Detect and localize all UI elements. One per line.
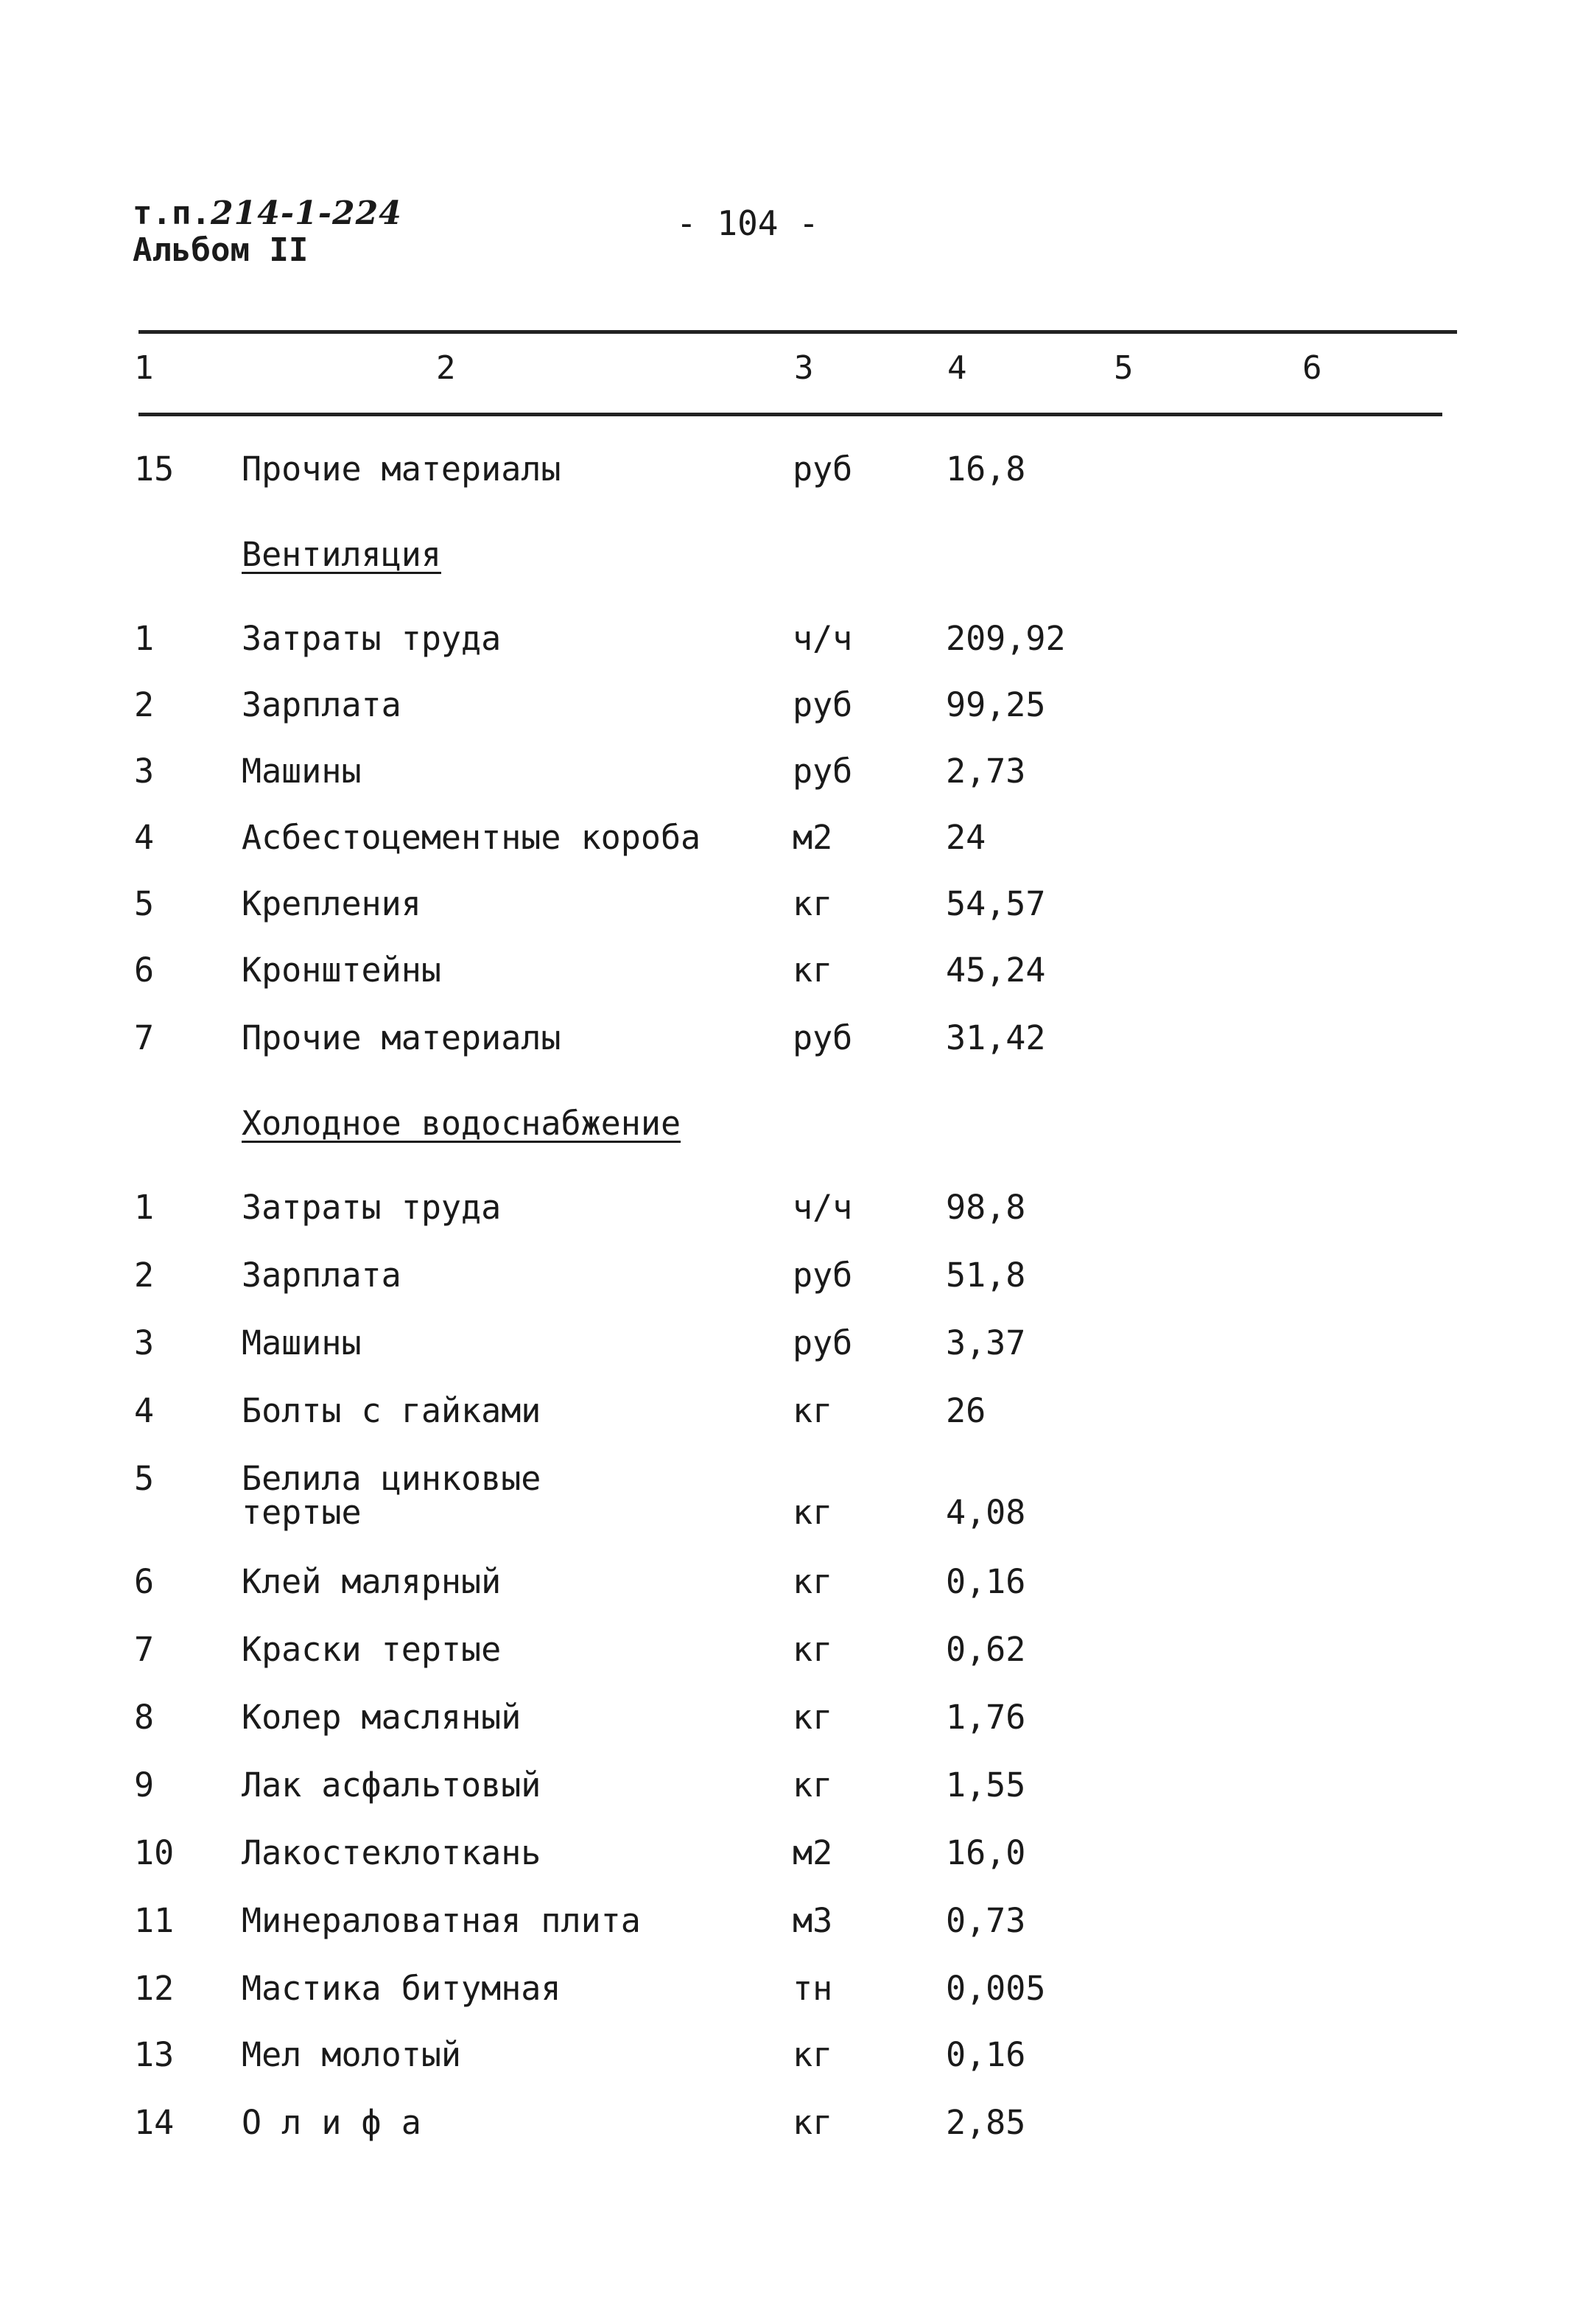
row-name	[242, 1460, 541, 1531]
row-unit: руб	[793, 1323, 853, 1362]
row-number: 14	[134, 2103, 175, 2142]
row-name: Лакостеклоткань	[242, 1833, 541, 1872]
row-quantity: 209,92	[946, 619, 1066, 658]
row-quantity: 26	[946, 1391, 986, 1430]
row-number: 15	[134, 449, 175, 489]
row-unit: тн	[793, 1969, 833, 2008]
row-unit: кг	[793, 2103, 833, 2142]
row-name: Мастика битумная	[242, 1969, 561, 2008]
table-row	[0, 2104, 1583, 2149]
row-unit: кг	[793, 1698, 833, 1737]
row-quantity: 0,16	[946, 1562, 1026, 1601]
row-number: 5	[134, 1459, 155, 1498]
row-unit: м2	[793, 818, 833, 857]
row-quantity: 99,25	[946, 685, 1046, 724]
table-row	[0, 2037, 1583, 2081]
table-row	[0, 753, 1583, 797]
row-unit: кг	[793, 1562, 833, 1601]
row-number: 9	[134, 1765, 155, 1805]
row-quantity: 3,37	[946, 1323, 1026, 1362]
table-row	[0, 451, 1583, 495]
row-number: 3	[134, 1323, 155, 1362]
row-number: 2	[134, 1256, 155, 1295]
table-top-rule	[138, 330, 1457, 334]
row-name: Краски тертые	[242, 1630, 502, 1669]
table-row	[0, 952, 1583, 996]
row-number: 1	[134, 619, 155, 658]
column-header-6: 6	[1302, 349, 1322, 387]
row-name: О л и ф а	[242, 2103, 421, 2142]
row-name: Зарплата	[242, 685, 401, 724]
column-header-4: 4	[947, 349, 967, 387]
album-label: Альбом II	[133, 231, 309, 269]
row-number: 4	[134, 818, 155, 857]
row-number: 6	[134, 1562, 155, 1601]
row-name: Асбестоцементные короба	[242, 818, 701, 857]
row-unit: кг	[793, 951, 833, 990]
row-name: Машины	[242, 752, 362, 791]
row-unit: руб	[793, 1256, 853, 1295]
table-row	[0, 1189, 1583, 1233]
project-code-handwritten: 214-1-224	[210, 195, 402, 232]
row-number: 8	[134, 1698, 155, 1737]
row-number: 4	[134, 1391, 155, 1430]
row-quantity: 4,08	[946, 1493, 1026, 1532]
section-title-cold-water: Холодное водоснабжение	[242, 1104, 681, 1143]
row-quantity: 51,8	[946, 1256, 1026, 1295]
table-row	[0, 1767, 1583, 1811]
table-row	[0, 687, 1583, 731]
row-quantity: 31,42	[946, 1018, 1046, 1057]
row-number: 13	[134, 2035, 175, 2074]
table-row	[0, 1460, 1583, 1541]
row-name: Прочие материалы	[242, 449, 561, 489]
row-quantity: 2,73	[946, 752, 1026, 791]
row-number: 7	[134, 1630, 155, 1669]
row-unit: ч/ч	[793, 1188, 853, 1227]
row-number: 3	[134, 752, 155, 791]
code-prefix: т.п.	[133, 195, 211, 232]
page-number: - 104 -	[676, 203, 819, 243]
row-quantity: 2,85	[946, 2103, 1026, 2142]
row-unit: руб	[793, 449, 853, 489]
row-name: Машины	[242, 1323, 362, 1362]
row-quantity: 16,0	[946, 1833, 1026, 1872]
row-name: Лак асфальтовый	[242, 1765, 541, 1805]
table-row	[0, 819, 1583, 864]
row-quantity: 1,55	[946, 1765, 1026, 1805]
table-row	[0, 620, 1583, 665]
row-quantity: 0,16	[946, 2035, 1026, 2074]
row-name: Зарплата	[242, 1256, 401, 1295]
table-row	[0, 1257, 1583, 1301]
table-row	[0, 1325, 1583, 1369]
column-header-2: 2	[436, 349, 456, 387]
row-number: 12	[134, 1969, 175, 2008]
row-unit: кг	[793, 1391, 833, 1430]
row-number: 10	[134, 1833, 175, 1872]
row-quantity: 1,76	[946, 1698, 1026, 1737]
row-name: Колер масляный	[242, 1698, 522, 1737]
row-unit: кг	[793, 1630, 833, 1669]
table-row	[0, 1835, 1583, 1879]
row-unit: м3	[793, 1901, 833, 1940]
row-quantity: 54,57	[946, 884, 1046, 923]
row-name-line-1: Белила цинковые	[242, 1459, 541, 1498]
row-quantity: 0,005	[946, 1969, 1046, 2008]
column-header-5: 5	[1114, 349, 1134, 387]
row-number: 11	[134, 1901, 175, 1940]
row-name-line-2: тертые	[242, 1493, 362, 1532]
table-row	[0, 1020, 1583, 1064]
table-row	[0, 1631, 1583, 1676]
table-row	[0, 1699, 1583, 1743]
table-header-rule	[138, 413, 1442, 416]
row-quantity: 98,8	[946, 1188, 1026, 1227]
row-unit: кг	[793, 2035, 833, 2074]
row-name: Мел молотый	[242, 2035, 462, 2074]
row-number: 7	[134, 1018, 155, 1057]
row-number: 1	[134, 1188, 155, 1227]
row-name: Прочие материалы	[242, 1018, 561, 1057]
row-quantity: 16,8	[946, 449, 1026, 489]
row-quantity: 45,24	[946, 951, 1046, 990]
table-row	[0, 1564, 1583, 1608]
row-unit: кг	[793, 1765, 833, 1805]
column-header-3: 3	[794, 349, 814, 387]
row-unit: ч/ч	[793, 619, 853, 658]
row-name: Крепления	[242, 884, 421, 923]
row-unit: м2	[793, 1833, 833, 1872]
row-unit: руб	[793, 1018, 853, 1057]
row-unit: руб	[793, 685, 853, 724]
row-name: Кронштейны	[242, 951, 441, 990]
table-row	[0, 886, 1583, 930]
table-row	[0, 1970, 1583, 2015]
row-unit: кг	[793, 884, 833, 923]
row-quantity: 0,62	[946, 1630, 1026, 1669]
row-number: 6	[134, 951, 155, 990]
row-unit: руб	[793, 752, 853, 791]
document-code	[133, 197, 402, 230]
table-row	[0, 1393, 1583, 1437]
column-header-1: 1	[134, 349, 154, 387]
row-name: Клей малярный	[242, 1562, 502, 1601]
row-number: 2	[134, 685, 155, 724]
row-name: Затраты труда	[242, 1188, 502, 1227]
section-title-ventilation: Вентиляция	[242, 535, 441, 574]
table-row	[0, 1903, 1583, 1947]
row-number: 5	[134, 884, 155, 923]
row-name: Минераловатная плита	[242, 1901, 641, 1940]
row-name: Болты с гайками	[242, 1391, 541, 1430]
row-name: Затраты труда	[242, 619, 502, 658]
row-quantity: 0,73	[946, 1901, 1026, 1940]
row-quantity: 24	[946, 818, 986, 857]
row-unit: кг	[793, 1493, 833, 1532]
